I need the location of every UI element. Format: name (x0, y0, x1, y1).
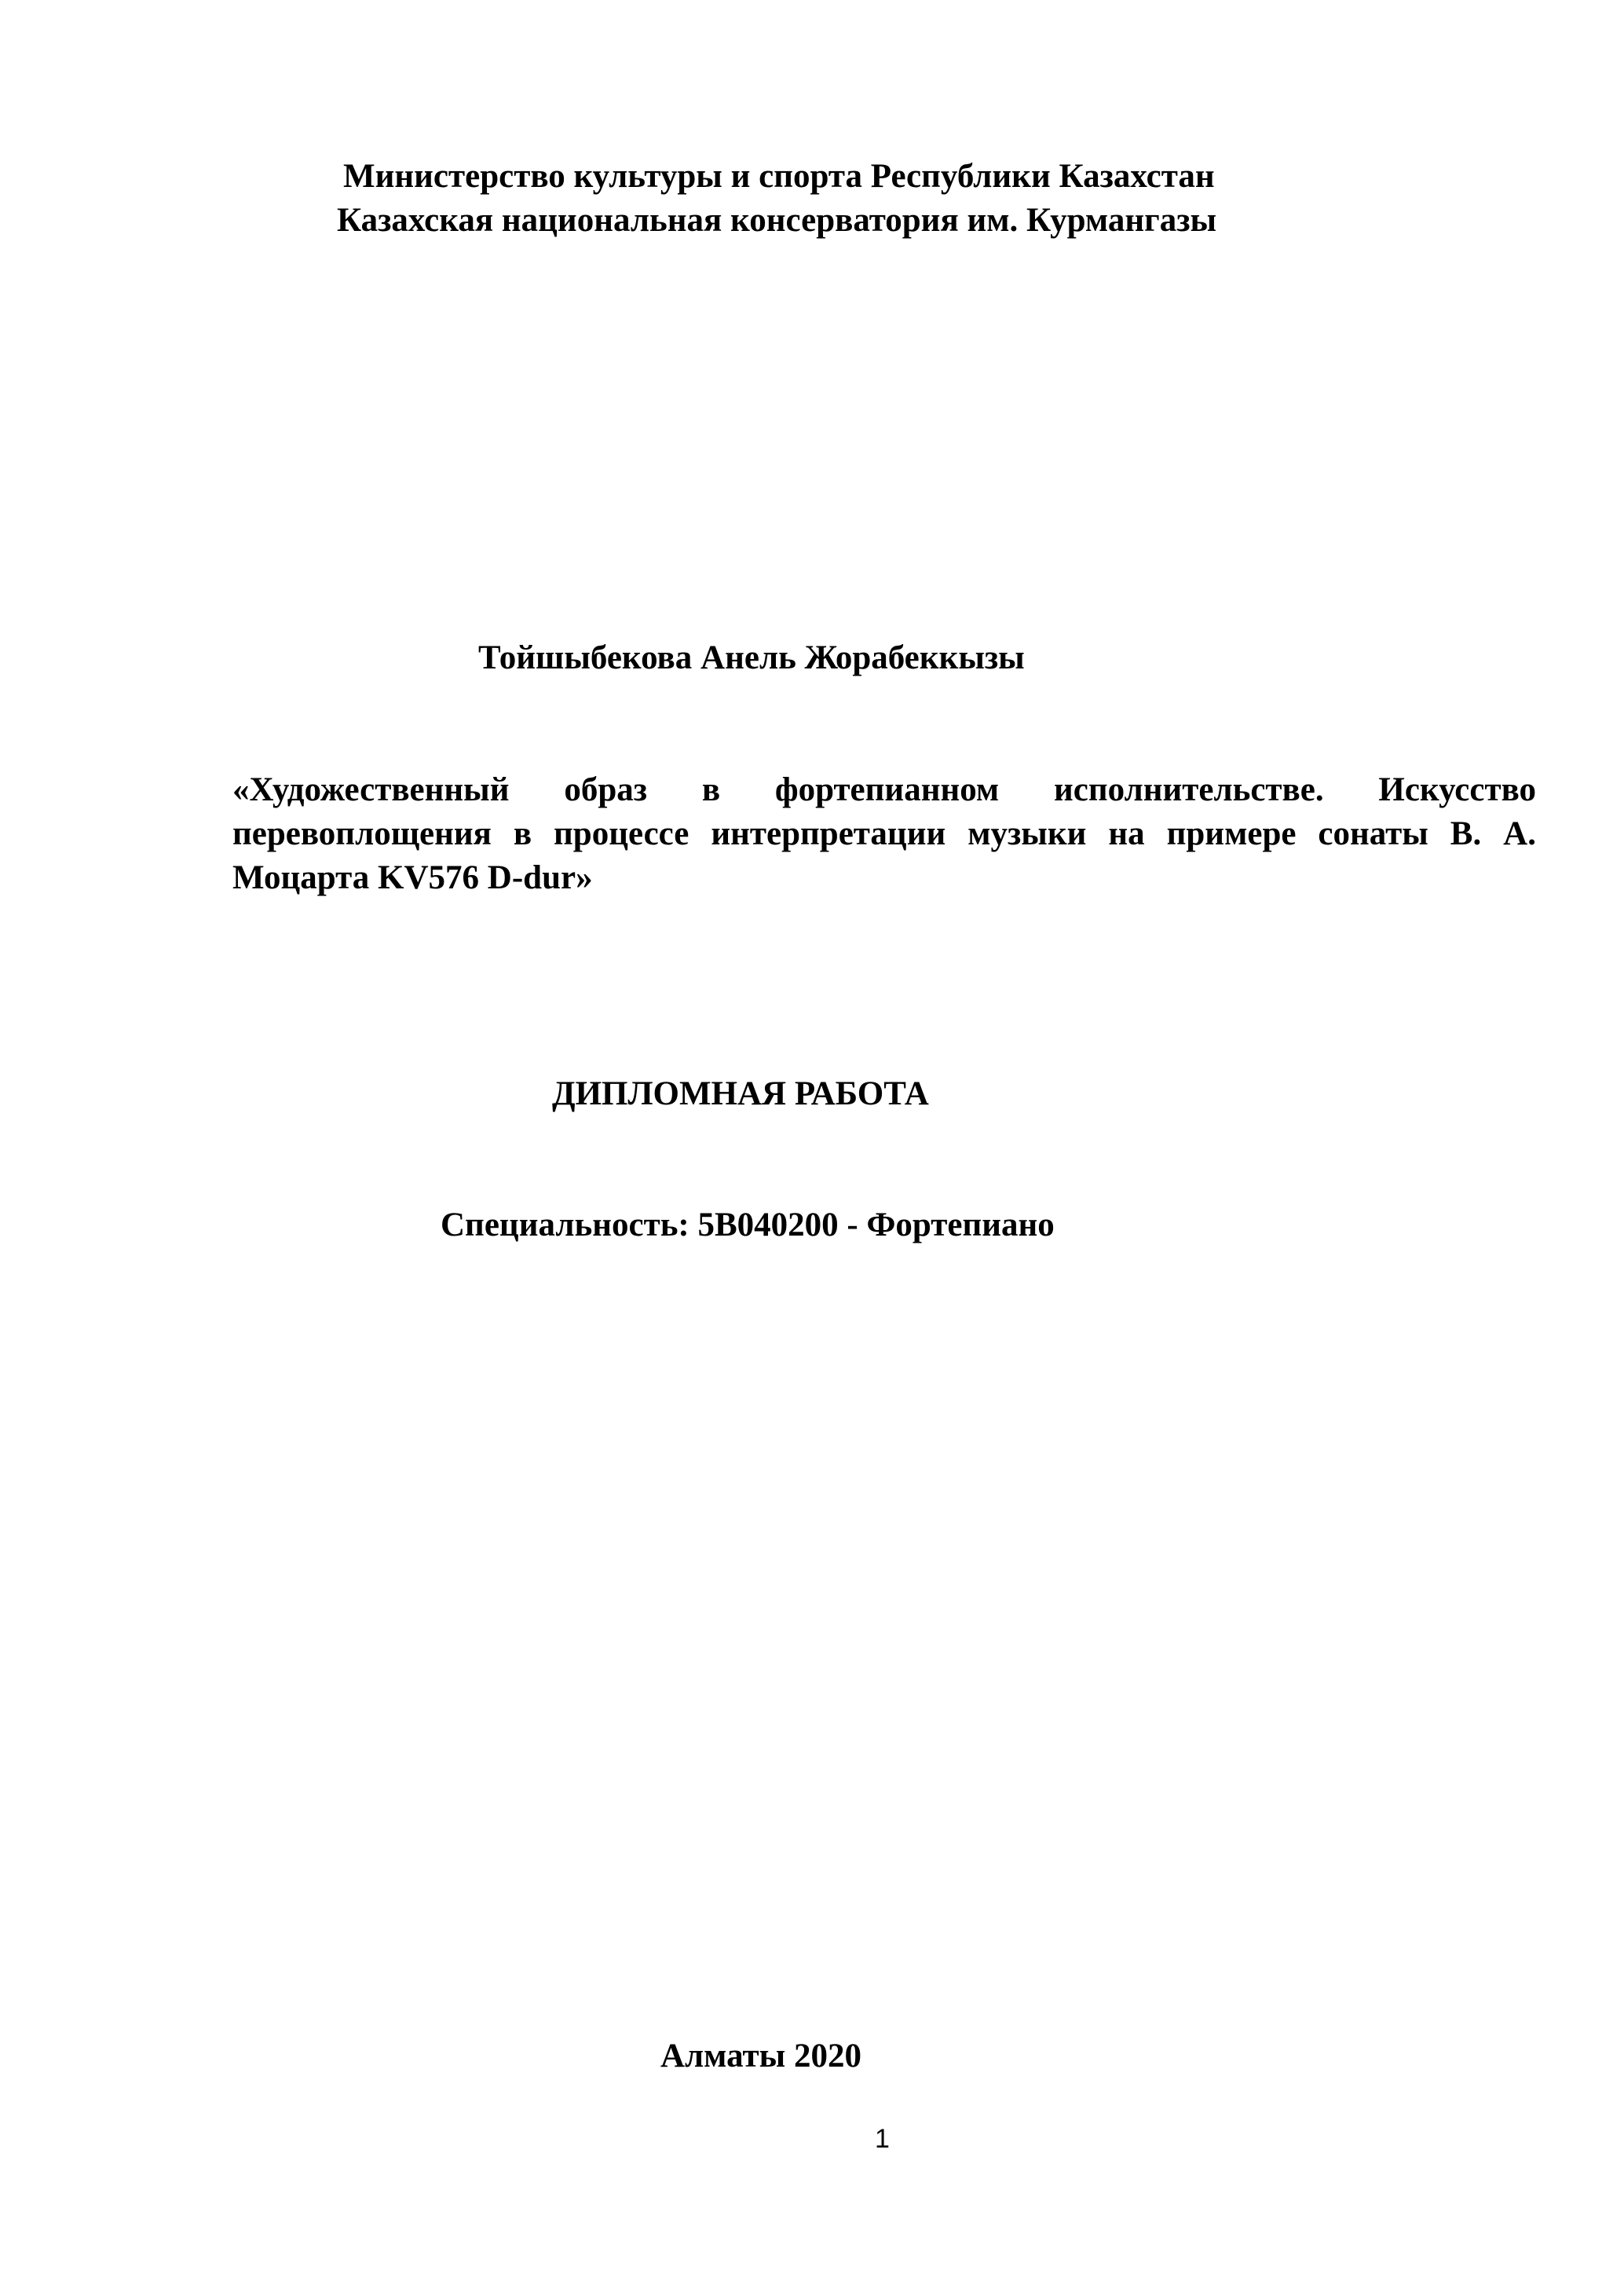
document-type: ДИПЛОМНАЯ РАБОТА (552, 1075, 929, 1112)
specialty: Специальность: 5В040200 - Фортепиано (441, 1207, 1055, 1243)
conservatory-name: Казахская национальная консерватория им. Курмангазы (337, 202, 1217, 239)
city-year: Алматы 2020 (660, 2038, 862, 2074)
ministry-name: Министерство культуры и спорта Республики Казахстан (343, 158, 1215, 195)
page-number: 1 (875, 2124, 890, 2154)
author-name: Тойшыбекова Анель Жорабеккызы (478, 639, 1025, 676)
thesis-title: «Художественный образ в фортепианном исполнительстве. Искусство перевоплощения в процессе интерпретации музыки на примере сонаты В. А. Моцарта KV576 D-dur» (232, 771, 1536, 896)
